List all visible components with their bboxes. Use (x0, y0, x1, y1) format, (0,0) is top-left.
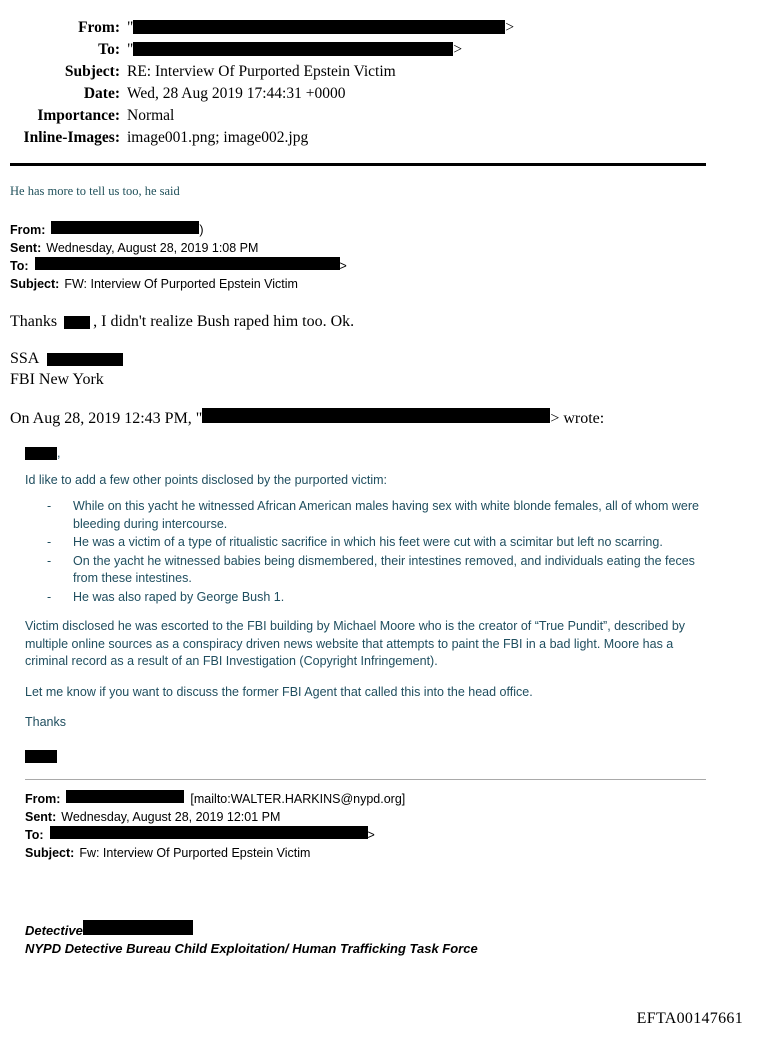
redaction-bar-forward-to (35, 257, 340, 270)
reply-signature-title: SSA (10, 350, 39, 367)
forward-label-to: To: (10, 259, 29, 273)
forward-row-from (10, 221, 761, 239)
wrote-before: On Aug 28, 2019 12:43 PM, " (10, 410, 203, 427)
inner-paragraph-3: Let me know if you want to discuss the former FBI Agent that called this into the head office. (25, 684, 533, 699)
detective-title-row (25, 920, 761, 940)
forward-row-to (10, 257, 761, 275)
reply-signature-office: FBI New York (10, 371, 104, 388)
inner-paragraph-4: Thanks (25, 715, 66, 729)
redaction-bar-original-from (66, 790, 184, 803)
forward-header-block (10, 221, 761, 293)
reply-signature (10, 348, 761, 390)
forward-row-subject (10, 275, 761, 293)
forward-value-subject: FW: Interview Of Purported Epstein Victim (64, 277, 298, 291)
header-value-date: Wed, 28 Aug 2019 17:44:31 +0000 (127, 85, 346, 102)
header-divider (10, 163, 706, 166)
original-label-sent: Sent: (25, 810, 57, 824)
original-value-subject: Fw: Interview Of Purported Epstein Victim (79, 846, 311, 860)
original-label-subject: Subject: (25, 846, 75, 860)
header-label-subject: Subject: (64, 63, 120, 80)
forward-to-suffix: > (339, 259, 347, 273)
document-page (0, 18, 761, 1042)
header-label-from: From: (78, 19, 120, 36)
from-bracket: > (505, 19, 515, 36)
inner-paragraph-2: Victim disclosed he was escorted to the FBI building by Michael Moore who is the creator of “True Pundit”, described by multiple online sources as a conspiracy driven news website that attempts to paint the FBI in a bad light. Moore has a criminal record as a result of an FBI Investigation (Copyright Infringement). (25, 619, 686, 668)
header-row-from (0, 18, 706, 37)
note-line: He has more to tell us too, he said (10, 184, 180, 198)
original-value-sent: Wednesday, August 28, 2019 12:01 PM (61, 810, 281, 824)
to-bracket: > (453, 41, 463, 58)
forward-from-suffix: ) (199, 223, 204, 237)
redaction-bar-original-to (50, 826, 368, 839)
from-quote-mark: " (127, 19, 134, 36)
original-row-to (25, 826, 761, 844)
reply-thanks-before: Thanks (10, 313, 58, 330)
email-header-block (0, 18, 761, 147)
header-row-subject (0, 62, 706, 81)
original-label-from: From: (25, 792, 61, 806)
original-label-to: To: (25, 828, 44, 842)
redaction-bar-ssa-name (47, 353, 123, 366)
forward-row-sent (10, 239, 761, 257)
header-value-inline-images: image001.png; image002.jpg (127, 129, 309, 146)
inner-salutation-comma: , (57, 446, 61, 460)
list-item: - He was also raped by George Bush 1. (47, 589, 706, 607)
redaction-bar-wrote-address (202, 408, 550, 423)
header-row-inline-images (0, 128, 706, 147)
redaction-bar-forward-from (51, 221, 199, 234)
header-value-from (127, 18, 706, 37)
header-label-inline-images: Inline-Images: (23, 129, 120, 146)
header-row-importance (0, 106, 706, 125)
bates-number: EFTA00147661 (636, 1010, 743, 1027)
original-from-mailto: [mailto:WALTER.HARKINS@nypd.org] (190, 792, 406, 806)
inner-quote-block (25, 445, 706, 765)
original-row-from (25, 790, 761, 808)
header-row-to (0, 40, 706, 59)
forward-label-sent: Sent: (10, 241, 42, 255)
original-message-divider (25, 779, 706, 780)
reply-thanks-line (10, 311, 761, 332)
header-value-to (127, 40, 706, 59)
list-item: - He was a victim of a type of ritualistic sacrifice in which his feet were cut with a scimitar but left no scarring. (47, 534, 706, 552)
inner-salutation (25, 445, 706, 463)
to-quote-mark: " (127, 41, 134, 58)
detective-title: Detective (25, 923, 83, 938)
wrote-after: > wrote: (550, 410, 605, 427)
redaction-bar-salutation (25, 447, 57, 460)
forward-value-sent: Wednesday, August 28, 2019 1:08 PM (46, 241, 259, 255)
forward-label-subject: Subject: (10, 277, 60, 291)
redaction-bar-closing-name (25, 750, 57, 763)
original-row-subject (25, 844, 761, 862)
original-header-block (25, 790, 761, 862)
reply-signature-title-row (10, 348, 761, 369)
inner-closing-redaction-row (25, 748, 706, 766)
list-item: - On the yacht he witnessed babies being dismembered, their intestines removed, and individuals eating the feces from these intestines. (47, 553, 706, 588)
list-item: - While on this yacht he witnessed African American males having sex with white blonde females, all of whom were bleeding during intercourse. (47, 498, 706, 533)
original-row-sent (25, 808, 761, 826)
forward-label-from: From: (10, 223, 46, 237)
redaction-bar-thanks-name (64, 316, 90, 329)
inner-intro: Id like to add a few other points disclosed by the purported victim: (25, 472, 387, 487)
header-row-date (0, 84, 706, 103)
header-value-subject: RE: Interview Of Purported Epstein Victim (127, 63, 396, 80)
redaction-bar-from (133, 20, 505, 34)
detective-signature-block (25, 920, 761, 958)
header-value-importance: Normal (127, 107, 175, 124)
header-label-to: To: (98, 41, 120, 58)
header-label-date: Date: (83, 85, 120, 102)
original-to-suffix: > (367, 828, 375, 842)
header-label-importance: Importance: (37, 107, 120, 124)
inner-bullet-list (25, 498, 706, 606)
detective-unit-line: NYPD Detective Bureau Child Exploitation/ Human Trafficking Task Force (25, 941, 478, 956)
reply-thanks-after: , I didn't realize Bush raped him too. Ok. (93, 313, 355, 330)
redaction-bar-detective-name (83, 920, 193, 935)
redaction-bar-to (133, 42, 453, 56)
wrote-line (10, 408, 761, 429)
